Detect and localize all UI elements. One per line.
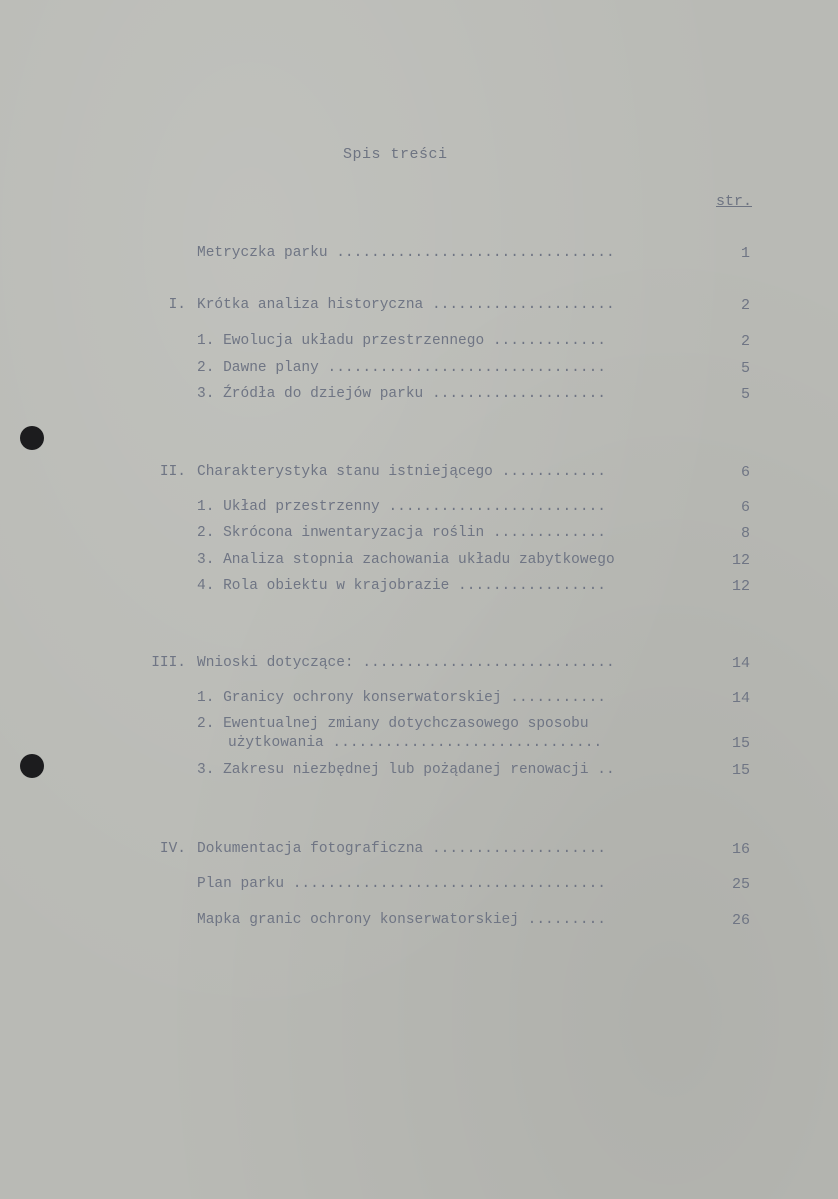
toc-entry [197, 912, 606, 928]
toc-entry-label: Dokumentacja fotograficzna [197, 841, 424, 857]
toc-leader-dots: .................................... [292, 876, 606, 892]
toc-entry-page: 5 [740, 386, 750, 403]
toc-entry [197, 360, 606, 376]
toc-entry [197, 552, 623, 568]
toc-entry-label: 2. Dawne plany [197, 360, 319, 376]
toc-entry [197, 333, 606, 349]
toc-section-numeral: I. [168, 297, 186, 313]
toc-leader-dots: .................... [431, 386, 606, 402]
toc-entry [197, 245, 615, 261]
toc-entry-page: 25 [731, 876, 750, 893]
toc-leader-dots: ................................ [336, 245, 615, 261]
toc-entry [197, 499, 606, 515]
toc-entry-page: 8 [740, 525, 750, 542]
toc-entry-label: 3. Źródła do dziejów parku [197, 386, 424, 402]
toc-entry-page: 12 [731, 552, 750, 569]
toc-entry-page: 6 [740, 499, 750, 516]
toc-entry [197, 655, 615, 671]
toc-entry-page: 26 [731, 912, 750, 929]
toc-entry-label: 1. Układ przestrzenny [197, 499, 380, 515]
toc-entry [197, 876, 606, 892]
toc-section-numeral: IV. [159, 841, 186, 857]
toc-entry-page: 6 [740, 464, 750, 481]
toc-leader-dots: ............. [492, 525, 606, 541]
toc-entry-page: 5 [740, 360, 750, 377]
toc-entry-page: 14 [731, 690, 750, 707]
toc-entry [197, 762, 615, 778]
toc-leader-dots: ............................... [332, 735, 603, 751]
toc-entry [197, 690, 606, 706]
toc-entry-continuation [228, 735, 602, 751]
toc-entry-label: 4. Rola obiektu w krajobrazie [197, 578, 450, 594]
toc-entry-page: 2 [740, 297, 750, 314]
toc-entry-label: 1. Ewolucja układu przestrzennego [197, 333, 485, 349]
toc-entry [197, 578, 606, 594]
toc-leader-dots: ................................ [327, 360, 606, 376]
toc-section-numeral: III. [151, 655, 186, 671]
toc-entry-label: 3. Zakresu niezbędnej lub pożądanej renowacji [197, 762, 589, 778]
toc-entry [197, 297, 615, 313]
toc-leader-dots: ..................... [431, 297, 615, 313]
toc-entry-label: 1. Granicy ochrony konserwatorskiej [197, 690, 502, 706]
toc-entry-label: Krótka analiza historyczna [197, 297, 424, 313]
toc-entry-page: 14 [731, 655, 750, 672]
toc-leader-dots: ......................... [388, 499, 606, 515]
toc-entry [197, 386, 606, 402]
toc-leader-dots: .................... [431, 841, 606, 857]
toc-leader-dots: ................. [458, 578, 606, 594]
punch-hole-top [20, 426, 44, 450]
toc-entry [197, 464, 606, 480]
toc-leader-dots: ............. [492, 333, 606, 349]
toc-entry-label: 2. Ewentualnej zmiany dotychczasowego sposobu [197, 716, 589, 732]
toc-entry-page: 2 [740, 333, 750, 350]
toc-leader-dots: ............ [501, 464, 606, 480]
toc-entry-label: 3. Analiza stopnia zachowania układu zabytkowego [197, 552, 615, 568]
toc-entry-label: 2. Skrócona inwentaryzacja roślin [197, 525, 485, 541]
toc-entry-label: Charakterystyka stanu istniejącego [197, 464, 493, 480]
toc-entry-label: Plan parku [197, 876, 285, 892]
toc-leader-dots: ............................. [362, 655, 615, 671]
toc-entry-label: Metryczka parku [197, 245, 328, 261]
toc-leader-dots: ......... [527, 912, 606, 928]
toc-entry-page: 1 [740, 245, 750, 262]
toc-entry-page: 15 [731, 735, 750, 752]
punch-hole-bottom [20, 754, 44, 778]
toc-leader-dots: ........... [510, 690, 606, 706]
toc-leader-dots: .. [597, 762, 615, 778]
toc-section-numeral: II. [159, 464, 186, 480]
toc-entry-page: 12 [731, 578, 750, 595]
toc-entry [197, 525, 606, 541]
toc-entry-label: Mapka granic ochrony konserwatorskiej [197, 912, 519, 928]
toc-entry [197, 716, 597, 732]
toc-entry [197, 841, 606, 857]
toc-entry-label: użytkowania [228, 735, 324, 751]
toc-entry-page: 15 [731, 762, 750, 779]
page-column-header: str. [716, 193, 753, 210]
page-title: Spis treści [343, 146, 448, 163]
toc-entry-page: 16 [731, 841, 750, 858]
toc-entry-label: Wnioski dotyczące: [197, 655, 354, 671]
